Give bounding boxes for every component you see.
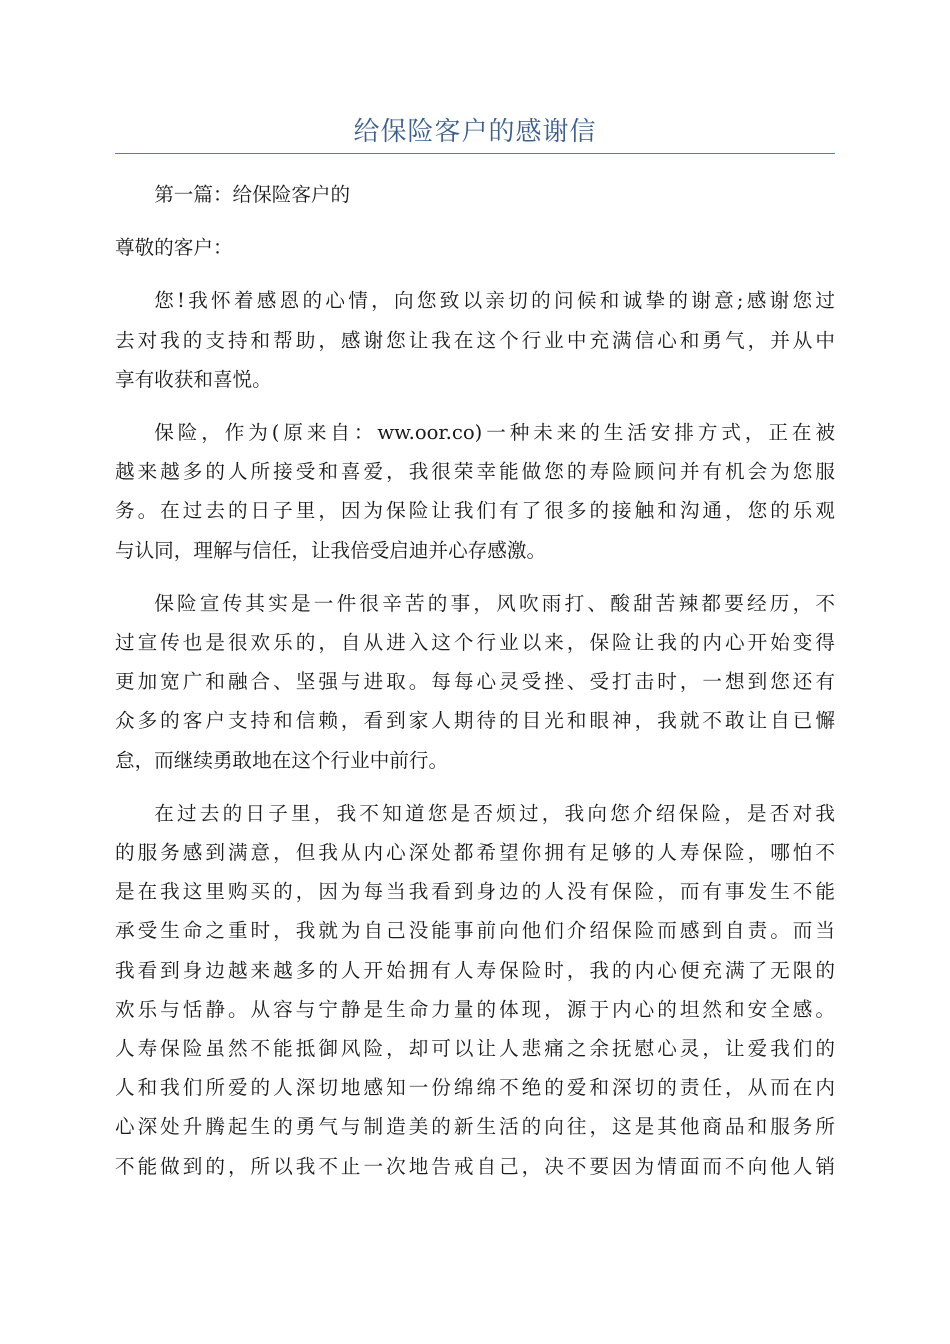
paragraph-2 (115, 413, 835, 570)
paragraph-line: 是在我这里购买的，因为每当我看到身边的人没有保险，而有事发生不能 (115, 880, 835, 904)
paragraph-3 (115, 584, 835, 780)
paragraph-1 (115, 281, 835, 399)
paragraph-line: 务。在过去的日子里，因为保险让我们有了很多的接触和沟通，您的乐观 (115, 499, 835, 523)
paragraph-line: 保险宣传其实是一件很辛苦的事，风吹雨打、酸甜苦辣都要经历，不 (154, 591, 835, 615)
paragraph-line: 更加宽广和融合、坚强与进取。每每心灵受挫、受打击时，一想到您还有 (115, 670, 835, 694)
paragraph-line: 我看到身边越来越多的人开始拥有人寿保险时，我的内心便充满了无限的 (115, 958, 835, 982)
paragraph-line: 欢乐与恬静。从容与宁静是生命力量的体现，源于内心的坦然和安全感。 (115, 997, 835, 1021)
paragraph-4 (115, 794, 835, 1186)
title-underline (115, 153, 835, 154)
title-block (115, 112, 835, 156)
paragraph-line: 您!我怀着感恩的心情，向您致以亲切的问候和诚挚的谢意;感谢您过 (154, 289, 835, 313)
paragraph-line: 人和我们所爱的人深切地感知一份绵绵不绝的爱和深切的责任，从而在内 (115, 1076, 835, 1100)
paragraph-line: 怠，而继续勇敢地在这个行业中前行。 (115, 748, 449, 772)
paragraph-line: 人寿保险虽然不能抵御风险，却可以让人悲痛之余抚慰心灵，让爱我们的 (115, 1037, 835, 1061)
paragraph-line: 不能做到的，所以我不止一次地告戒自己，决不要因为情面而不向他人销 (115, 1154, 835, 1178)
paragraph-line: 享有收获和喜悦。 (115, 367, 272, 391)
paragraph-line: 越来越多的人所接受和喜爱，我很荣幸能做您的寿险顾问并有机会为您服 (115, 460, 835, 484)
paragraph-line: 心深处升腾起生的勇气与制造美的新生活的向往，这是其他商品和服务所 (115, 1115, 835, 1139)
paragraph-line: 的服务感到满意，但我从内心深处都希望你拥有足够的人寿保险，哪怕不 (115, 841, 835, 865)
salutation: 尊敬的客户： (115, 236, 233, 260)
paragraph-line: 去对我的支持和帮助，感谢您让我在这个行业中充满信心和勇气，并从中 (115, 328, 835, 352)
paragraph-line: 与认同，理解与信任，让我倍受启迪并心存感激。 (115, 538, 547, 562)
section-heading: 第一篇：给保险客户的 (154, 183, 351, 206)
paragraph-line: 众多的客户支持和信赖，看到家人期待的目光和眼神，我就不敢让自已懈 (115, 709, 835, 733)
paragraph-line: 过宣传也是很欢乐的，自从进入这个行业以来，保险让我的内心开始变得 (115, 631, 835, 655)
paragraph-line: 保险，作为(原来自：ww.oor.co)一种未来的生活安排方式，正在被 (154, 421, 835, 445)
paragraph-line: 在过去的日子里，我不知道您是否烦过，我向您介绍保险，是否对我 (154, 801, 835, 825)
paragraph-line: 承受生命之重时，我就为自己没能事前向他们介绍保险而感到自责。而当 (115, 919, 835, 943)
document-title: 给保险客户的感谢信 (353, 117, 597, 147)
letter-body (115, 175, 835, 1186)
